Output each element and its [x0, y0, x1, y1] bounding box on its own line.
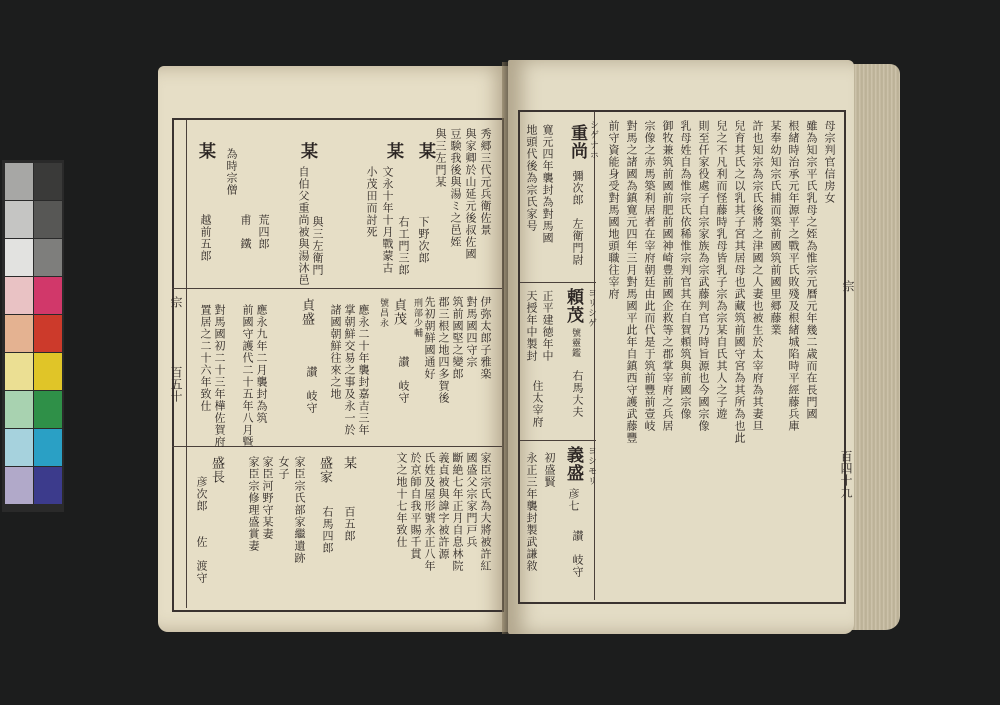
- person-title: 甫 鐵: [239, 214, 252, 250]
- right-page: [508, 60, 854, 634]
- name-reading: ヨシモリ: [586, 446, 596, 486]
- page-number: 百四十九: [839, 450, 853, 498]
- text-column: 永正三年襲封製武謙敘: [525, 452, 538, 572]
- chart-patch: [34, 429, 62, 466]
- person-title: 讃 岐守: [397, 356, 410, 404]
- text-column: 地頭代後為宗氏家号: [525, 124, 538, 232]
- text-column: 先初朝鮮國通好: [423, 296, 436, 380]
- person-name: 某: [297, 142, 317, 160]
- text-column: 氏姓及屋形號永正八年: [423, 452, 436, 572]
- text-column: 國盛父宗家門戸兵: [465, 452, 478, 548]
- text-column: 對馬之諸國為鎮寛元四年三月對馬國平此年自鎮西守護武藤豐: [625, 120, 638, 444]
- chart-patch: [34, 315, 62, 352]
- person-title: 佐 渡守: [195, 536, 208, 584]
- row-divider: [520, 440, 596, 441]
- text-column: 寛元四年襲封為對馬國: [541, 124, 554, 244]
- person-title: 右馬四郎: [321, 506, 334, 554]
- person-name: 頼茂: [563, 288, 583, 324]
- text-column: 則至仟家役處子自宗家族為宗武藤判官乃時旨源也今國宗像: [697, 120, 710, 432]
- person-title: 與三左衛門: [311, 216, 324, 276]
- text-column: 義貞被與諱字被許源: [437, 452, 450, 560]
- chart-patch: [34, 391, 62, 428]
- person-title: 越前五郎: [199, 214, 212, 262]
- text-column: 家臣宗氏部家繼遺跡: [293, 456, 306, 564]
- margin-mark: 宗: [841, 280, 855, 292]
- person-title: 刑部少輔: [412, 298, 422, 338]
- column-divider: [594, 112, 595, 600]
- person-title: 右工門三郎: [397, 216, 410, 276]
- chart-patch: [34, 163, 62, 200]
- person-name: 貞盛: [299, 298, 314, 326]
- page-number: 百五十: [169, 366, 183, 402]
- chart-patch: [5, 391, 33, 428]
- person-title: 號靈鑑: [570, 328, 580, 358]
- text-column: 對馬國初二十三年樺佐賀府: [213, 304, 226, 448]
- row-divider: [520, 282, 596, 283]
- text-column: 於京師自我平賜千貫: [409, 452, 422, 560]
- column-divider: [186, 120, 187, 608]
- text-column: 豆験我後與湯ミ之邑姪: [449, 128, 462, 248]
- text-column: 置居之二十六年致仕: [199, 304, 212, 412]
- chart-patch: [34, 201, 62, 238]
- text-column: 家臣宗氏為大將被許紅: [479, 452, 492, 572]
- text-column: 伊弥太郎子雅楽: [479, 296, 492, 380]
- text-column: 宗像之赤馬築利居者在宰府朝廷由此而代是于筑前豐前壹岐: [643, 120, 656, 432]
- text-column: 母宗判官信房女: [823, 120, 836, 204]
- person-title: 彦次郎: [195, 476, 208, 512]
- text-column: 兒之不凡利而怪藤時乳母皆乳子宗為宗某自氏其人之子遊: [715, 120, 728, 420]
- text-column: 對馬國四守宗: [465, 296, 478, 368]
- text-column: 雖為知宗平氏乳母之姪為惟宗元曆元年幾二歳而在長門國: [805, 120, 818, 420]
- text-column: 筑前國堅之變郎: [451, 296, 464, 380]
- text-column: 斷絶七年正月自息林院: [451, 452, 464, 572]
- text-column: 應永二十年襲封嘉吉三年: [357, 304, 370, 436]
- chart-patch: [34, 239, 62, 276]
- person-title: 號昌永: [378, 298, 388, 328]
- text-column: 家臣宗修理盛賞妻: [247, 456, 260, 552]
- chart-patch: [5, 429, 33, 466]
- person-name: 盛長: [209, 456, 224, 484]
- person-name: 某: [415, 142, 435, 160]
- person-title: 讃 岐守: [305, 366, 318, 414]
- name-reading: ヨリシゲ: [586, 288, 596, 328]
- person-name: 某: [383, 142, 403, 160]
- text-column: 與三左門某: [434, 128, 447, 188]
- chart-patch: [5, 201, 33, 238]
- text-column: 乳母姓自為惟宗氏依稀惟宗判官其在自賀頼筑與前國宗像: [679, 120, 692, 420]
- text-column: 根緒時治承元年源平之戰平氏敗殘及根緒城陷時平經藤兵庫: [787, 120, 800, 432]
- person-name: 重尚: [567, 124, 587, 160]
- chart-patch: [5, 239, 33, 276]
- color-calibration-chart: [2, 160, 64, 512]
- text-column: 自伯父重尚被與湯沐邑: [297, 166, 310, 286]
- chart-patch: [34, 467, 62, 504]
- person-title: 彦七: [567, 488, 580, 512]
- text-column: 前守資能身受對馬國地頭職往宰府: [607, 120, 620, 300]
- text-column: 文永十年十月戰蒙古: [381, 166, 394, 274]
- text-column: 與家卿於山延元後叔佐國: [464, 128, 477, 260]
- person-title: 百五郎: [343, 506, 356, 542]
- person-title: 讃 岐守: [571, 530, 584, 578]
- person-title: 荒四郎: [257, 214, 270, 250]
- person-name: 女子: [277, 456, 290, 480]
- chart-patch: [34, 353, 62, 390]
- person-name: 義盛: [563, 446, 583, 482]
- chart-patch: [5, 163, 33, 200]
- text-column: 某奉幼知宗氏捕而築前國筑前國里郷藤業: [769, 120, 782, 336]
- chart-patch: [5, 277, 33, 314]
- text-column: 天授年中製封: [525, 290, 538, 362]
- chart-patch: [34, 277, 62, 314]
- person-name: 貞茂: [391, 298, 406, 326]
- text-column: 小茂田而討死: [365, 166, 378, 238]
- person-name: 某: [341, 456, 356, 470]
- text-column: 秀郷三代元兵衛佐景: [479, 128, 492, 236]
- text-column: 為時宗僧: [225, 148, 238, 196]
- text-column: 文之地十七年致仕: [395, 452, 408, 548]
- person-title: 右馬大夫: [571, 370, 584, 418]
- left-page: [158, 66, 510, 632]
- name-reading: シゲナホ: [588, 120, 598, 160]
- text-column: 應永九年二月襲封為筑: [255, 304, 268, 424]
- text-column: 前國守護代二十五年八月曁: [241, 304, 254, 448]
- row-divider: [172, 288, 502, 289]
- text-column: 初盛賢: [543, 452, 556, 488]
- text-column: 正平建徳年中: [541, 290, 554, 362]
- text-column: 許也知宗為宗氏後將之津國之人妻也被生於太宰府為其妻旦: [751, 120, 764, 432]
- text-column: 諸國朝鮮往來之地: [329, 304, 342, 400]
- chart-patch: [5, 467, 33, 504]
- text-column: 家臣河野守某妻: [261, 456, 274, 540]
- chart-patch: [5, 353, 33, 390]
- text-column: 住太宰府: [531, 380, 544, 428]
- text-column: 掌朝鮮交易之事及永一於: [343, 304, 356, 436]
- person-name: 某: [195, 142, 215, 160]
- text-column: 兒育其氏之以乳其子宮其居母也武藏筑前國守宮為其所為也此: [733, 120, 746, 444]
- text-column: 郡三根之地四多賀後: [437, 296, 450, 404]
- person-title: 彌次郎 左衛門尉: [571, 170, 584, 266]
- person-name: 盛家: [317, 456, 332, 484]
- open-book: [152, 58, 904, 640]
- chart-patch: [5, 315, 33, 352]
- margin-mark: 宗: [169, 296, 183, 308]
- person-title: 下野次郎: [417, 216, 430, 264]
- page-fore-edge: [852, 64, 900, 630]
- text-column: 御牧兼筑前國前肥前國神崎豊前國企救等之郡掌宰府之兵居: [661, 120, 674, 432]
